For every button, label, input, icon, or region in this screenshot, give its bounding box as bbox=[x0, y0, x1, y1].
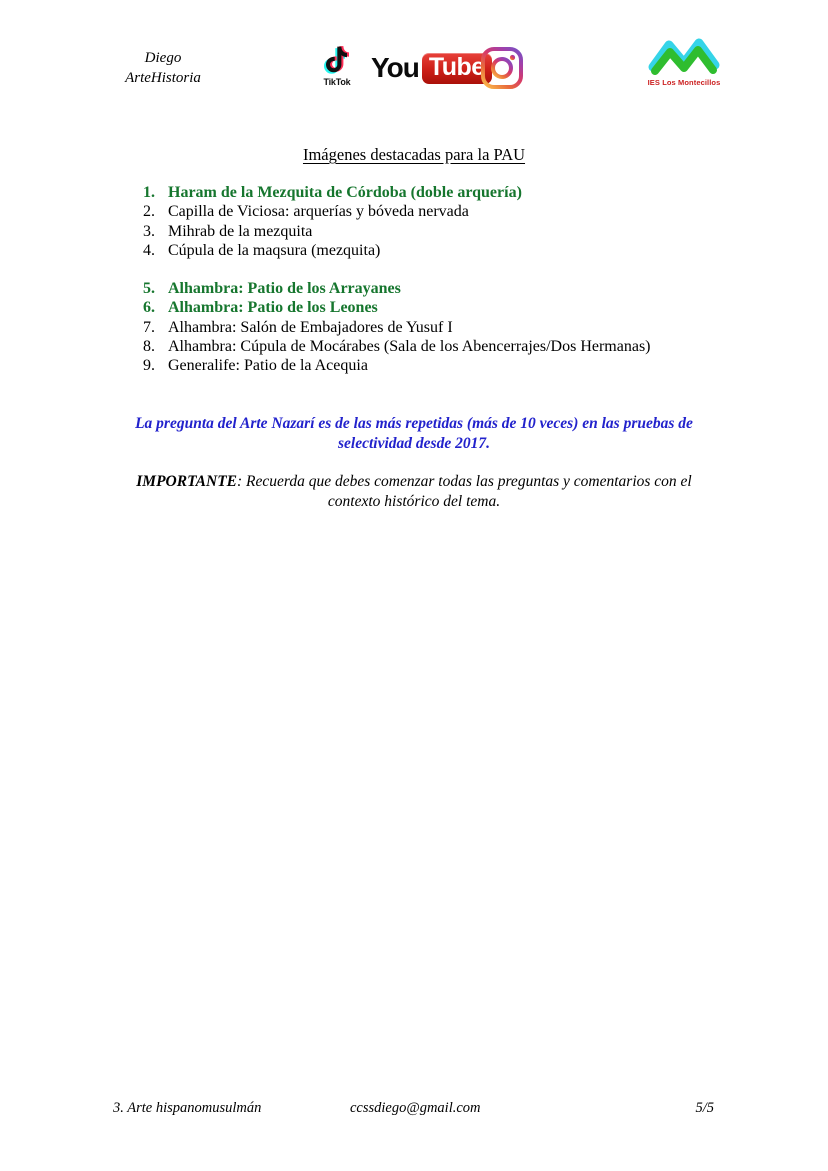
tiktok-icon bbox=[316, 46, 358, 76]
youtube-you-text: You bbox=[371, 52, 419, 83]
list-item bbox=[143, 298, 743, 317]
footer-email[interactable]: ccssdiego@gmail.com bbox=[350, 1100, 481, 1116]
instagram-icon bbox=[480, 46, 524, 90]
list-item bbox=[143, 318, 743, 337]
featured-images-list bbox=[143, 183, 743, 376]
list-item-number: 1. bbox=[143, 184, 155, 201]
tiktok-logo[interactable] bbox=[316, 46, 358, 92]
list-item bbox=[143, 337, 743, 356]
list-item-text: Generalife: Patio de la Acequia bbox=[168, 357, 368, 375]
list-item-text: Alhambra: Cúpula de Mocárabes (Sala de los Abencerrajes/Dos Hermanas) bbox=[168, 338, 651, 356]
brand-line-1: Diego bbox=[144, 50, 182, 66]
school-logo bbox=[645, 33, 723, 95]
list-item-text: Mihrab de la mezquita bbox=[168, 222, 313, 240]
brand-line-2: ArteHistoria bbox=[125, 70, 201, 86]
list-item-number: 2. bbox=[143, 203, 155, 221]
youtube-tube-text: Tube bbox=[428, 52, 485, 81]
list-item-number: 8. bbox=[143, 338, 155, 356]
list-item bbox=[143, 183, 743, 202]
list-item bbox=[143, 356, 743, 375]
page-title-text: Imágenes destacadas para la PAU bbox=[302, 145, 526, 164]
list-item bbox=[143, 222, 743, 241]
list-item bbox=[143, 202, 743, 221]
school-logo-label: IES Los Montecillos bbox=[647, 78, 721, 87]
list-item-number: 9. bbox=[143, 357, 155, 375]
list-item bbox=[143, 279, 743, 298]
nazari-note: La pregunta del Arte Nazarí es de las más repetidas (más de 10 veces) en las pruebas de selectividad desde 2017. bbox=[135, 415, 693, 452]
page-header bbox=[0, 0, 828, 110]
list-item-text: Cúpula de la maqsura (mezquita) bbox=[168, 241, 381, 259]
mountains-icon bbox=[645, 33, 723, 75]
list-item-number: 7. bbox=[143, 318, 155, 336]
list-item-text: Alhambra: Patio de los Leones bbox=[168, 299, 378, 317]
list-item-text: Capilla de Viciosa: arquerías y bóveda nervada bbox=[168, 203, 469, 221]
list-item-text: Haram de la Mezquita de Córdoba (doble arquería) bbox=[168, 184, 522, 201]
page-title bbox=[0, 145, 828, 165]
footer-page-number: 5/5 bbox=[695, 1100, 714, 1116]
list-item-number: 4. bbox=[143, 241, 155, 259]
list-item bbox=[143, 241, 743, 260]
important-note-label: IMPORTANTE bbox=[136, 473, 238, 490]
youtube-logo[interactable] bbox=[371, 52, 492, 84]
page-footer bbox=[0, 1100, 828, 1124]
list-item-number: 5. bbox=[143, 280, 155, 298]
brand-wordmark bbox=[108, 48, 218, 88]
important-note bbox=[114, 472, 714, 512]
list-item-text: Alhambra: Patio de los Arrayanes bbox=[168, 280, 401, 298]
list-item-number: 6. bbox=[143, 299, 155, 317]
list-item-number: 3. bbox=[143, 222, 155, 240]
footer-topic: 3. Arte hispanomusulmán bbox=[113, 1100, 262, 1116]
tiktok-label: TikTok bbox=[323, 77, 351, 87]
instagram-logo[interactable] bbox=[480, 46, 524, 90]
important-note-text: : Recuerda que debes comenzar todas las preguntas y comentarios con el contexto histórico del tema. bbox=[237, 473, 692, 510]
list-item-text: Alhambra: Salón de Embajadores de Yusuf I bbox=[168, 318, 453, 336]
